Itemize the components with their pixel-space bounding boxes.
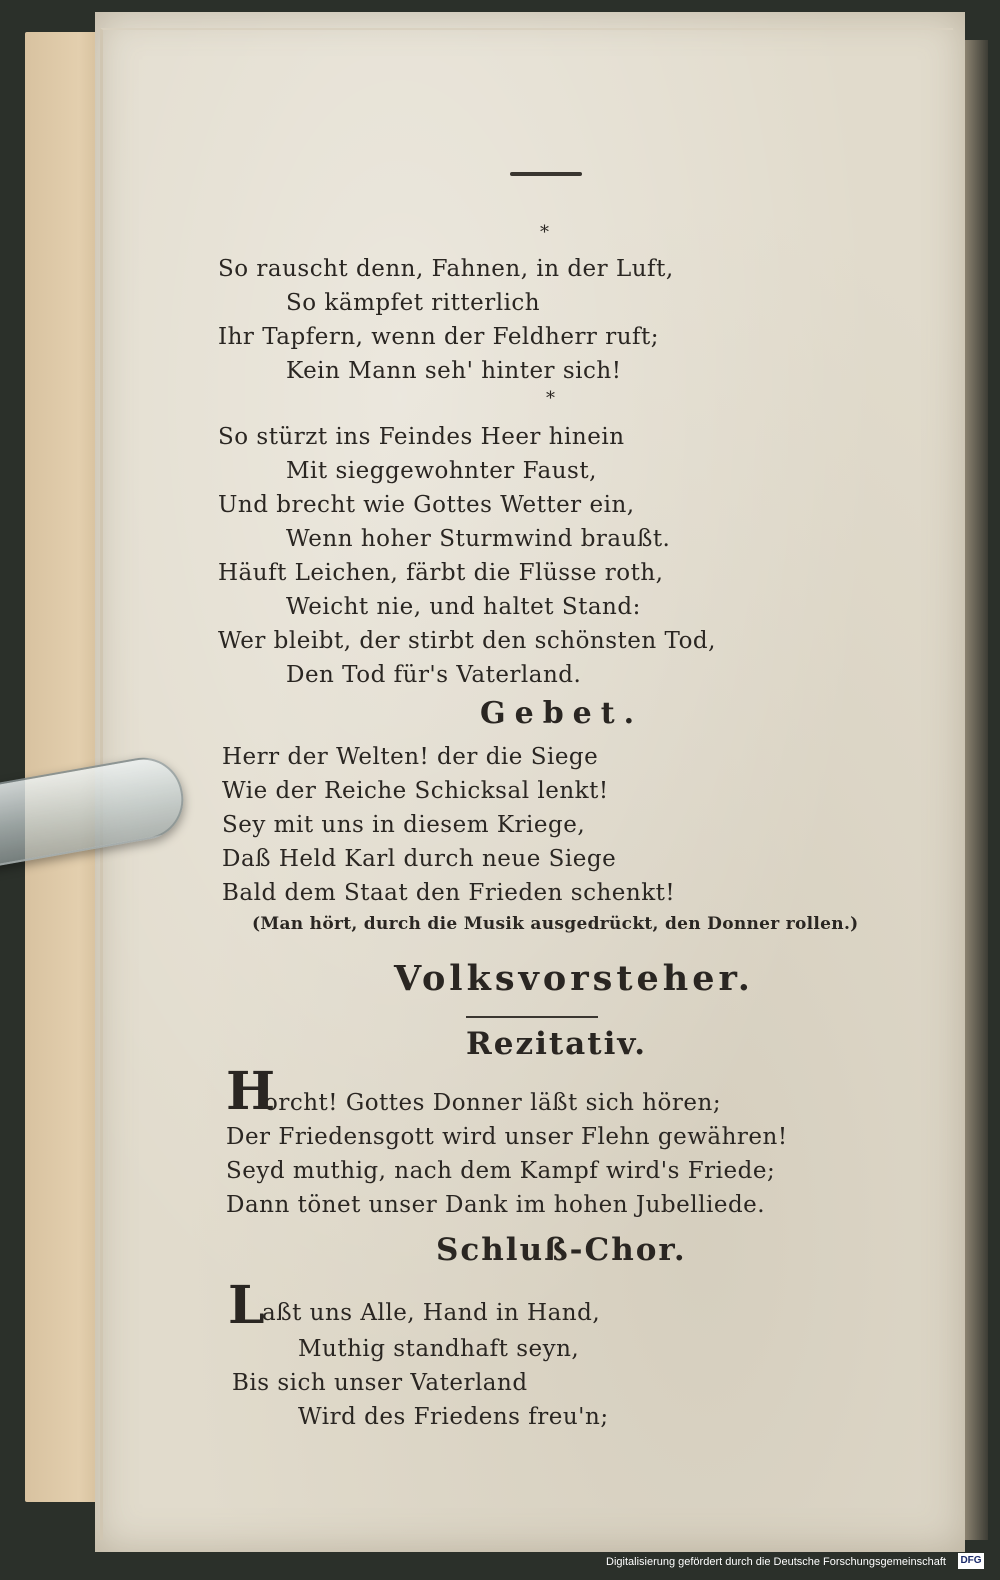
dfg-logo: DFG (958, 1553, 984, 1569)
verse-line: Wird des Friedens freu'n; (298, 1404, 609, 1430)
stanza-asterisk: * (540, 222, 549, 243)
verse-line: So kämpfet ritterlich (286, 290, 541, 316)
verse-line: So rauscht denn, Fahnen, in der Luft, (218, 256, 674, 282)
verse-line: Wer bleibt, der stirbt den schönsten Tod, (218, 628, 716, 654)
verse-line: Wie der Reiche Schicksal lenkt! (222, 778, 609, 804)
stage-direction: (Man hört, durch die Musik ausgedrückt, den Donner rollen.) (252, 914, 859, 934)
verse-line: Bald dem Staat den Frieden schenkt! (222, 880, 676, 906)
separator-rule (466, 1016, 598, 1018)
verse-line: Daß Held Karl durch neue Siege (222, 846, 617, 872)
verse-line: Der Friedensgott wird unser Flehn gewähren! (226, 1124, 788, 1150)
digitization-credit: Digitalisierung gefördert durch die Deutsche Forschungsgemeinschaft (606, 1556, 946, 1568)
verse-line: Häuft Leichen, färbt die Flüsse roth, (218, 560, 664, 586)
verse-line: Ihr Tapfern, wenn der Feldherr ruft; (218, 324, 660, 350)
speaker-heading-volksvorsteher: Volksvorsteher. (394, 958, 754, 999)
verse-line: Kein Mann seh' hinter sich! (286, 358, 622, 384)
verse-line: Mit sieggewohnter Faust, (286, 458, 597, 484)
section-heading-gebet: Gebet. (480, 696, 644, 731)
drop-cap: L (228, 1275, 265, 1336)
verse-line: Wenn hoher Sturmwind braußt. (286, 526, 671, 552)
stanza-asterisk: * (546, 388, 555, 409)
verse-line: aßt uns Alle, Hand in Hand, (262, 1300, 601, 1326)
verse-line: Bis sich unser Vaterland (232, 1370, 528, 1396)
verse-line: So stürzt ins Feindes Heer hinein (218, 424, 625, 450)
section-heading-schluss-chor: Schluß-Chor. (436, 1232, 687, 1268)
verse-line: Seyd muthig, nach dem Kampf wird's Friede; (226, 1158, 776, 1184)
verse-line: orcht! Gottes Donner läßt sich hören; (264, 1090, 722, 1116)
verse-line: Dann tönet unser Dank im hohen Jubelliede. (226, 1192, 766, 1218)
verse-line: Herr der Welten! der die Siege (222, 744, 599, 770)
verse-line: Den Tod für's Vaterland. (286, 662, 582, 688)
drop-cap: H (226, 1061, 276, 1122)
verse-line: Sey mit uns in diesem Kriege, (222, 812, 586, 838)
verse-line: Und brecht wie Gottes Wetter ein, (218, 492, 635, 518)
top-ornament-rule (510, 172, 582, 176)
subheading-rezitativ: Rezitativ. (466, 1026, 648, 1062)
verse-line: Weicht nie, und haltet Stand: (286, 594, 641, 620)
verse-line: Muthig standhaft seyn, (298, 1336, 580, 1362)
